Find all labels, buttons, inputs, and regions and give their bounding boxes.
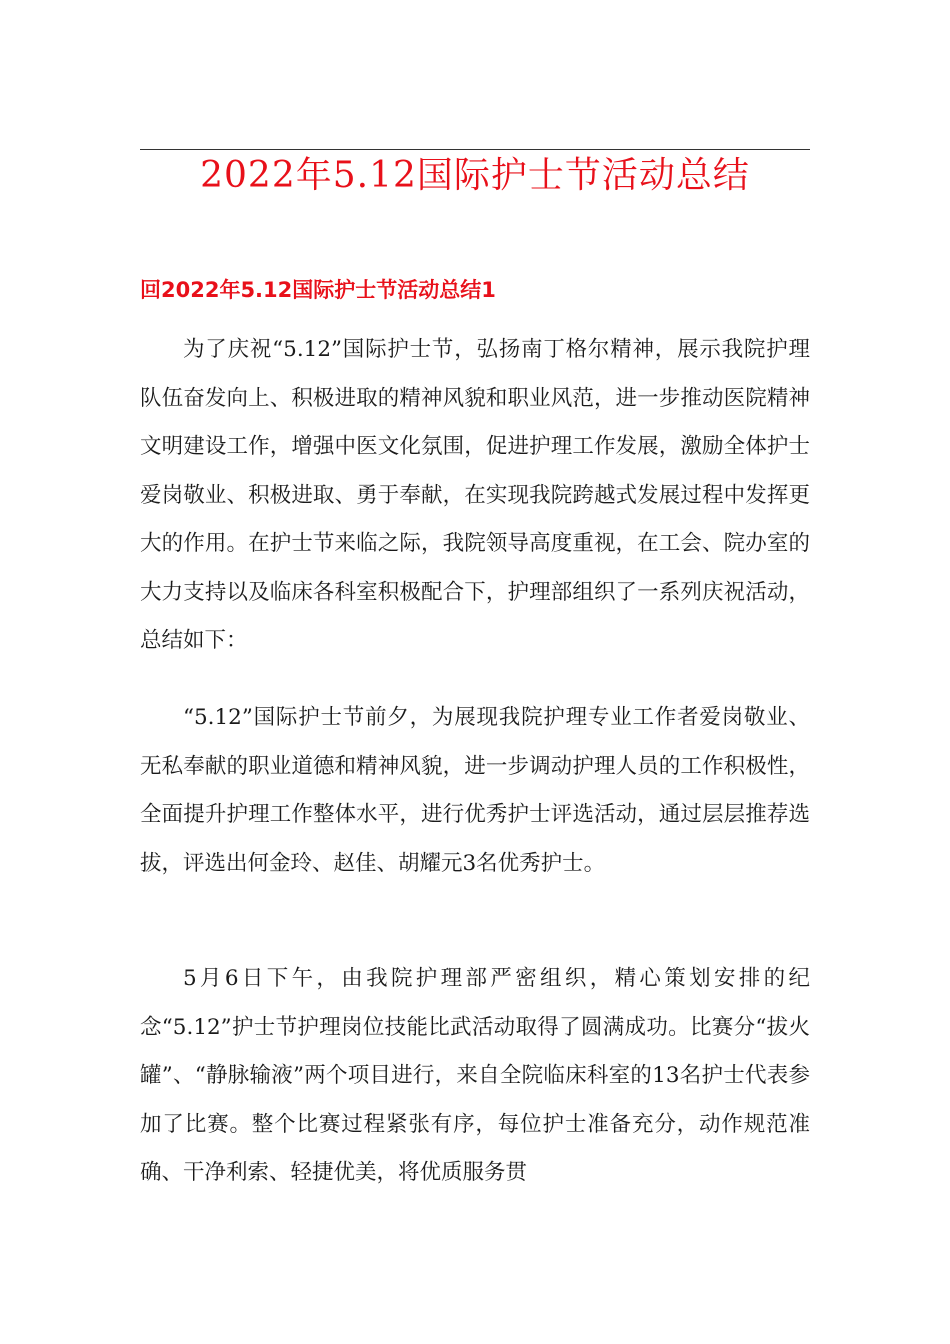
paragraph-1: 为了庆祝“5.12”国际护士节，弘扬南丁格尔精神，展示我院护理队伍奋发向上、积极进取的精神风貌和职业风范，进一步推动医院精神文明建设工作，增强中医文化氛围，促进护理工作发展，激励全体护士爱岗敬业、积极进取、勇于奉献，在实现我院跨越式发展过程中发挥更大的作用。在护士节来临之际，我院领导高度重视，在工会、院办室的大力支持以及临床各科室积极配合下，护理部组织了一系列庆祝活动，总结如下： (140, 337, 810, 653)
document-title: 2022年5.12国际护士节活动总结 (200, 155, 750, 196)
paragraph-3: 5月6日下午，由我院护理部严密组织，精心策划安排的纪念“5.12”护士节护理岗位技能比武活动取得了圆满成功。比赛分“拔火罐”、“静脉输液”两个项目进行，来自全院临床科室的13名护士代表参加了比赛。整个比赛过程紧张有序，每位护士准备充分，动作规范准确、干净利索、轻捷优美，将优质服务贯 (140, 966, 810, 1185)
section-heading: 回2022年5.12国际护士节活动总结1 (140, 278, 496, 302)
paragraph-2: “5.12”国际护士节前夕，为展现我院护理专业工作者爱岗敬业、无私奉献的职业道德和精神风貌，进一步调动护理人员的工作积极性，全面提升护理工作整体水平，进行优秀护士评选活动，通过层层推荐选拔，评选出何金玲、赵佳、胡耀元3名优秀护士。 (140, 705, 810, 876)
